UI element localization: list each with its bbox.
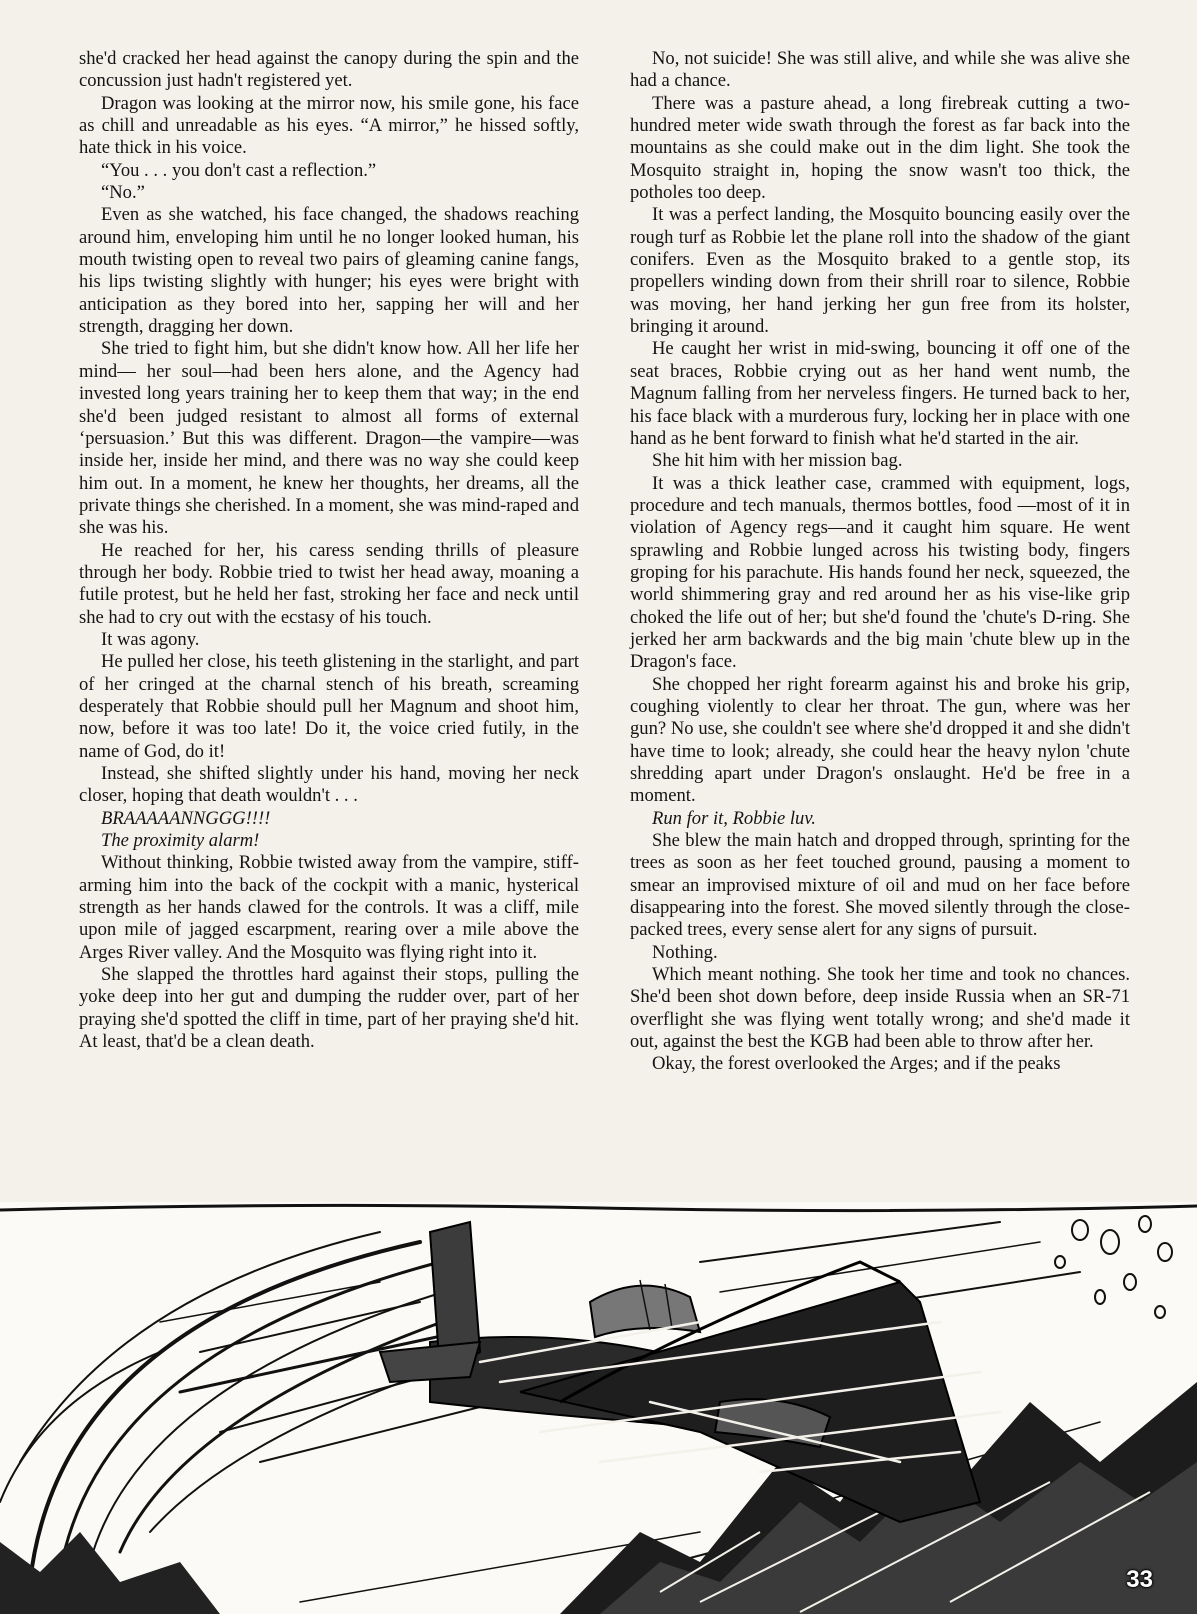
paragraph: There was a pasture ahead, a long firebreak cutting a two-hundred meter wide swath through the forest as far back into the mountains as she could make out in the dim light. She took the Mosquito straight in, hoping the snow wasn't too thick, the potholes too deep.: [630, 92, 1130, 204]
paragraph: It was a perfect landing, the Mosquito bouncing easily over the rough turf as Robbie let the plane roll into the shadow of the giant conifers. Even as the Mosquito braked to a gentle stop, its propellers winding down from their shrill roar to silence, Robbie was moving, her hand jerking her gun free from its holster, bringing it around.: [630, 204, 1130, 338]
paragraph: He caught her wrist in mid-swing, bouncing it off one of the seat braces, Robbie crying out as her hand went numb, the Magnum falling from her nerveless fingers. He turned back to her, his face black with a murderous fury, locking her in place with one hand as he bent forward to finish what he'd started in the air.: [630, 338, 1130, 449]
paragraph: She hit him with her mission bag.: [652, 450, 903, 472]
paragraph: It was agony.: [101, 628, 200, 650]
paragraph: she'd cracked her head against the canopy during the spin and the concussion just hadn't registered yet.: [79, 48, 579, 92]
paragraph: He reached for her, his caress sending thrills of pleasure through her body. Robbie tried to twist her head away, moaning a futile protest, but he held her fast, stroking her face and neck until she had to cry out with the ecstasy of his touch.: [79, 539, 579, 628]
paragraph: She blew the main hatch and dropped through, sprinting for the trees as soon as her feet touched ground, pausing a moment to smear an improvised mixture of oil and mud on her face before disappearing into the forest. She moved silently through the close-packed trees, every sense alert for any signs of pursuit.: [630, 830, 1130, 941]
paragraph: “No.”: [101, 182, 145, 204]
paragraph: Run for it, Robbie luv.: [652, 807, 816, 829]
paragraph: She tried to fight him, but she didn't know how. All her life her mind— her soul—had been hers alone, and the Agency had invested long years training her to keep them that way; in the end she'd been judged resistant to almost all forms of external ‘persuasion.’ But this was different. Dragon—the vampire—was inside her, inside her mind, and there was no way she could keep him out. In a moment, he knew her thoughts, her dreams, all the private things she cherished. In a moment, she was mind-raped and she was his.: [79, 338, 579, 539]
paragraph: “You . . . you don't cast a reflection.”: [101, 159, 377, 181]
right-text-column: [630, 48, 1130, 1076]
paragraph: No, not suicide! She was still alive, and while she was alive she had a chance.: [630, 48, 1130, 92]
paragraph: Instead, she shifted slightly under his hand, moving her neck closer, hoping that death wouldn't . . .: [79, 763, 579, 807]
paragraph: It was a thick leather case, crammed with equipment, logs, procedure and tech manuals, thermos bottles, food —most of it in violation of Agency regs—and it caught him square. He went sprawling and Robbie lunged across his twisting body, fingers groping for his parachute. His hands found her neck, squeezed, the world shimmering gray and red around her as his vise-like grip choked the life out of her; but she'd found the 'chute's D-ring. She jerked her arm backwards and the big main 'chute blew up in the Dragon's face.: [630, 472, 1130, 673]
left-text-column: [79, 48, 579, 1053]
paragraph: Nothing.: [652, 941, 718, 963]
page-number: 33: [1126, 1566, 1153, 1593]
paragraph: Dragon was looking at the mirror now, his smile gone, his face as chill and unreadable as his eyes. “A mirror,” he hissed softly, hate thick in his voice.: [79, 92, 579, 159]
paragraph: Even as she watched, his face changed, the shadows reaching around him, enveloping him until he no longer looked human, his mouth twisting open to reveal two pairs of gleaming canine fangs, his lips twisting slightly with hunger; his eyes were bright with anticipation as they bored into her, sapping her will and her strength, dragging her down.: [79, 204, 579, 338]
paragraph: Without thinking, Robbie twisted away from the vampire, stiff-arming him into the back of the cockpit with a manic, hysterical strength as her hands clawed for the controls. It was a cliff, mile upon mile of jagged escarpment, rearing over a mile above the Arges River valley. And the Mosquito was flying right into it.: [79, 852, 579, 963]
paragraph: She slapped the throttles hard against their stops, pulling the yoke deep into her gut and dumping the rudder over, part of her praying she'd spotted the cliff in time, part of her praying she'd hit. At least, that'd be a clean death.: [79, 964, 579, 1053]
paragraph: Okay, the forest overlooked the Arges; and if the peaks: [652, 1053, 1061, 1075]
paragraph: Which meant nothing. She took her time and took no chances. She'd been shot down before, deep inside Russia when an SR-71 overflight she was flying went totally wrong; and she'd made it out, against the best the KGB had been able to throw after her.: [630, 964, 1130, 1053]
paragraph: The proximity alarm!: [101, 830, 260, 852]
alarm-line: BRAAAAANNGGG!!!!: [101, 807, 271, 829]
paragraph: She chopped her right forearm against his and broke his grip, coughing violently to clear her throat. The gun, where was her gun? No use, she couldn't see where she'd dropped it and she didn't have time to look; already, she could hear the heavy nylon 'chute shredding apart under Dragon's onslaught. He'd be free in a moment.: [630, 673, 1130, 807]
mosquito-plane-illustration: [0, 1202, 1197, 1614]
paragraph: He pulled her close, his teeth glistening in the starlight, and part of her cringed at the charnal stench of his breath, screaming desperately that Robbie should pull her Magnum and shoot him, now, before it was too late! Do it, the voice cried futily, in the name of God, do it!: [79, 651, 579, 762]
